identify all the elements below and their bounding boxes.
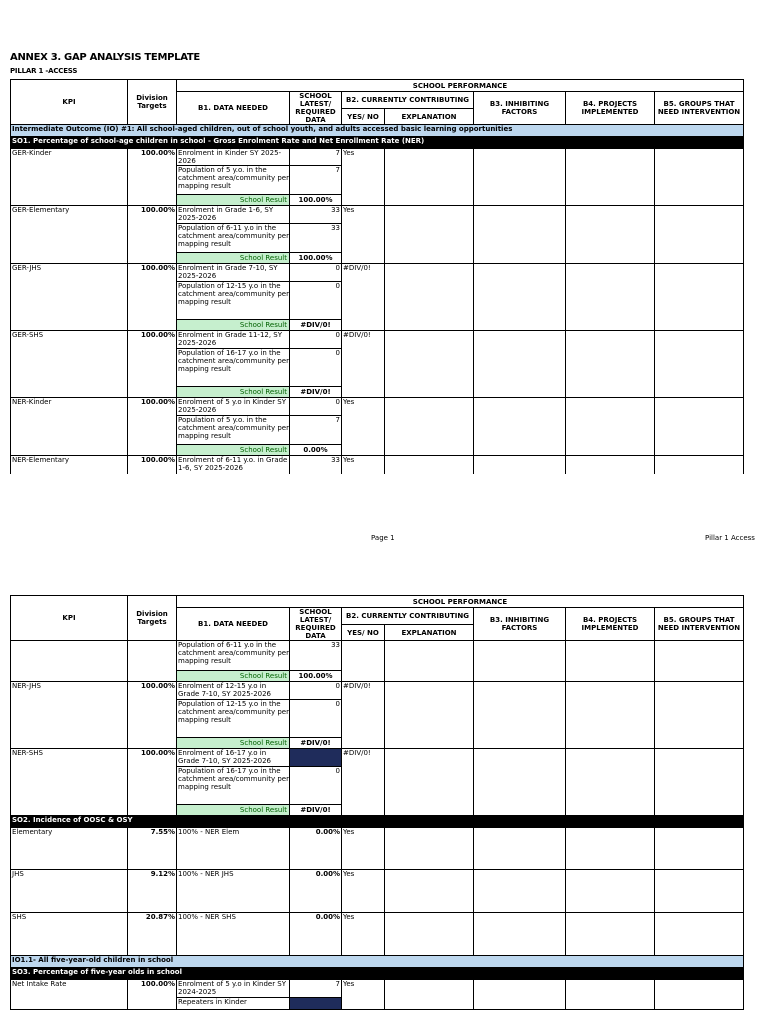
projects-cell[interactable] — [566, 149, 655, 206]
table-row — [11, 149, 744, 166]
value-cell[interactable]: 7 — [290, 166, 342, 195]
school-result-label: School Result — [177, 195, 290, 206]
groups-cell[interactable] — [655, 641, 744, 682]
school-result-label: School Result — [177, 387, 290, 398]
data-needed-cell: Enrolment in Grade 11-12, SY 2025-2026 — [177, 331, 290, 349]
inhibiting-factors-cell[interactable] — [474, 149, 566, 206]
yes-no-cell[interactable]: Yes — [342, 149, 385, 206]
target-cell: 100.00% — [128, 398, 177, 456]
school-result-value: #DIV/0! — [290, 738, 342, 749]
data-needed-cell: Enrolment of 16-17 y.o in Grade 7-10, SY 2025-2026 — [177, 749, 290, 767]
groups-cell[interactable] — [655, 870, 744, 913]
strategic-objective-row: SO3. Percentage of five-year olds in school — [11, 968, 744, 980]
school-result-value: #DIV/0! — [290, 805, 342, 816]
data-needed-cell: Population of 16-17 y.o in the catchment area/community per mapping result — [177, 349, 290, 387]
school-result-value: #DIV/0! — [290, 387, 342, 398]
groups-cell[interactable] — [655, 264, 744, 331]
school-result-value: 100.00% — [290, 195, 342, 206]
yes-no-cell[interactable]: #DIV/0! — [342, 264, 385, 331]
school-result-label: School Result — [177, 738, 290, 749]
target-cell: 100.00% — [128, 456, 177, 474]
explanation-cell[interactable] — [385, 870, 474, 913]
data-needed-cell: Enrolment in Grade 1-6, SY 2025-2026 — [177, 206, 290, 224]
target-cell: 100.00% — [128, 206, 177, 264]
kpi-cell: SHS — [11, 913, 128, 956]
explanation-cell[interactable] — [385, 682, 474, 749]
explanation-cell[interactable] — [385, 331, 474, 398]
target-cell: 7.55% — [128, 828, 177, 870]
data-needed-cell: Population of 5 y.o. in the catchment area/community per mapping result — [177, 416, 290, 445]
projects-cell[interactable] — [566, 828, 655, 870]
data-needed-cell: Population of 6-11 y.o in the catchment area/community per mapping result — [177, 224, 290, 253]
data-needed-cell: Population of 16-17 y.o in the catchment area/community per mapping result — [177, 767, 290, 805]
inhibiting-factors-cell[interactable] — [474, 641, 566, 682]
kpi-cell: JHS — [11, 870, 128, 913]
header-school-performance: SCHOOL PERFORMANCE — [177, 80, 744, 92]
data-needed-cell: Population of 12-15 y.o in the catchment area/community per mapping result — [177, 282, 290, 320]
target-cell — [128, 641, 177, 682]
explanation-cell[interactable] — [385, 149, 474, 206]
header-b4-projects-implemented: B4. PROJECTS IMPLEMENTED — [566, 608, 655, 641]
data-needed-cell: 100% - NER Elem — [177, 828, 290, 870]
projects-cell[interactable] — [566, 682, 655, 749]
inhibiting-factors-cell[interactable] — [474, 913, 566, 956]
strategic-objective-row: SO1. Percentage of school-age children in school - Gross Enrolment Rate and Net Enrollment Rate (NER) — [11, 137, 744, 149]
school-result-value: 100.00% — [290, 253, 342, 264]
value-cell: 0.00% — [290, 828, 342, 870]
target-cell: 100.00% — [128, 264, 177, 331]
table-row — [11, 398, 744, 416]
value-cell[interactable]: 7 — [290, 149, 342, 166]
explanation-cell[interactable] — [385, 749, 474, 816]
data-needed-cell: Population of 12-15 y.o in the catchment area/community per mapping result — [177, 700, 290, 738]
value-cell[interactable]: 0 — [290, 282, 342, 320]
kpi-cell: GER-SHS — [11, 331, 128, 398]
data-needed-cell: Enrolment of 5 y.o in Kinder SY 2024-2025 — [177, 980, 290, 998]
data-needed-cell: 100% - NER JHS — [177, 870, 290, 913]
gap-analysis-table-page-1 — [10, 79, 744, 474]
projects-cell[interactable] — [566, 913, 655, 956]
kpi-cell: GER-JHS — [11, 264, 128, 331]
value-cell[interactable]: 0 — [290, 331, 342, 349]
inhibiting-factors-cell[interactable] — [474, 682, 566, 749]
header-b5-groups-need-intervention: B5. GROUPS THAT NEED INTERVENTION — [655, 608, 744, 641]
data-needed-cell: Enrolment of 6-11 y.o. in Grade 1-6, SY 2025-2026 — [177, 456, 290, 474]
explanation-cell[interactable] — [385, 913, 474, 956]
value-cell: 0.00% — [290, 913, 342, 956]
yes-no-cell[interactable]: Yes — [342, 828, 385, 870]
inhibiting-factors-cell[interactable] — [474, 398, 566, 456]
inhibiting-factors-cell[interactable] — [474, 456, 566, 474]
value-cell: 0.00% — [290, 870, 342, 913]
explanation-cell[interactable] — [385, 264, 474, 331]
header-division-targets: Division Targets — [128, 596, 177, 641]
table-row — [11, 682, 744, 700]
projects-cell[interactable] — [566, 206, 655, 264]
header-kpi: KPI — [11, 80, 128, 125]
school-result-value: 100.00% — [290, 671, 342, 682]
explanation-cell[interactable] — [385, 641, 474, 682]
groups-cell[interactable] — [655, 682, 744, 749]
value-cell[interactable]: 0 — [290, 398, 342, 416]
yes-no-cell[interactable]: #DIV/0! — [342, 749, 385, 816]
kpi-cell: NER-Kinder — [11, 398, 128, 456]
kpi-cell: NER-SHS — [11, 749, 128, 816]
target-cell: 100.00% — [128, 682, 177, 749]
intermediate-outcome-row: IO1.1- All five-year-old children in school — [11, 956, 744, 968]
header-b2-currently-contributing: B2. CURRENTLY CONTRIBUTING — [342, 608, 474, 625]
projects-cell[interactable] — [566, 870, 655, 913]
projects-cell[interactable] — [566, 456, 655, 474]
document-title: ANNEX 3. GAP ANALYSIS TEMPLATE — [10, 52, 200, 63]
document-subtitle: PILLAR 1 -ACCESS — [10, 67, 78, 75]
value-cell[interactable]: 33 — [290, 206, 342, 224]
projects-cell[interactable] — [566, 980, 655, 1010]
data-needed-cell: Population of 6-11 y.o in the catchment area/community per mapping result — [177, 641, 290, 671]
projects-cell[interactable] — [566, 398, 655, 456]
groups-cell[interactable] — [655, 149, 744, 206]
data-needed-cell: Enrolment in Kinder SY 2025-2026 — [177, 149, 290, 166]
value-cell[interactable]: 0 — [290, 700, 342, 738]
school-result-label: School Result — [177, 671, 290, 682]
yes-no-cell[interactable]: Yes — [342, 456, 385, 474]
school-result-value: #DIV/0! — [290, 320, 342, 331]
inhibiting-factors-cell[interactable] — [474, 749, 566, 816]
yes-no-cell[interactable]: #DIV/0! — [342, 682, 385, 749]
data-needed-cell: Population of 5 y.o. in the catchment area/community per mapping result — [177, 166, 290, 195]
data-needed-cell: 100% - NER SHS — [177, 913, 290, 956]
header-explanation: EXPLANATION — [385, 109, 474, 125]
school-result-value: 0.00% — [290, 445, 342, 456]
value-cell[interactable]: 0 — [290, 682, 342, 700]
school-result-label: School Result — [177, 320, 290, 331]
yes-no-cell[interactable] — [342, 641, 385, 682]
header-b5-groups-need-intervention: B5. GROUPS THAT NEED INTERVENTION — [655, 92, 744, 125]
school-result-label: School Result — [177, 445, 290, 456]
header-b3-inhibiting-factors: B3. INHIBITING FACTORS — [474, 608, 566, 641]
table-row — [11, 641, 744, 671]
value-cell[interactable]: 33 — [290, 641, 342, 671]
yes-no-cell[interactable]: Yes — [342, 398, 385, 456]
value-cell[interactable]: 0 — [290, 767, 342, 805]
yes-no-cell[interactable]: Yes — [342, 913, 385, 956]
kpi-cell: NER-JHS — [11, 682, 128, 749]
yes-no-cell[interactable]: Yes — [342, 980, 385, 1010]
groups-cell[interactable] — [655, 206, 744, 264]
value-cell[interactable]: 33 — [290, 224, 342, 253]
intermediate-outcome-row: Intermediate Outcome (IO) #1: All school-aged children, out of school youth, and adults accessed basic learning opportunities — [11, 125, 744, 137]
sheet-name: Pillar 1 Access — [705, 534, 755, 542]
groups-cell[interactable] — [655, 456, 744, 474]
yes-no-cell[interactable]: Yes — [342, 206, 385, 264]
explanation-cell[interactable] — [385, 206, 474, 264]
projects-cell[interactable] — [566, 749, 655, 816]
yes-no-cell[interactable]: #DIV/0! — [342, 331, 385, 398]
explanation-cell[interactable] — [385, 398, 474, 456]
value-cell-highlighted[interactable] — [290, 749, 342, 767]
target-cell: 100.00% — [128, 149, 177, 206]
table-row — [11, 870, 744, 913]
header-yes-no: YES/ NO — [342, 625, 385, 641]
inhibiting-factors-cell[interactable] — [474, 206, 566, 264]
value-cell[interactable]: 7 — [290, 980, 342, 998]
groups-cell[interactable] — [655, 913, 744, 956]
header-explanation: EXPLANATION — [385, 625, 474, 641]
target-cell: 100.00% — [128, 749, 177, 816]
value-cell[interactable]: 7 — [290, 416, 342, 445]
inhibiting-factors-cell[interactable] — [474, 331, 566, 398]
data-needed-cell: Enrolment of 5 y.o in Kinder SY 2025-2026 — [177, 398, 290, 416]
inhibiting-factors-cell[interactable] — [474, 264, 566, 331]
header-school-latest: SCHOOL LATEST/ REQUIRED DATA — [290, 92, 342, 125]
inhibiting-factors-cell[interactable] — [474, 980, 566, 1010]
header-school-performance: SCHOOL PERFORMANCE — [177, 596, 744, 608]
school-result-label: School Result — [177, 253, 290, 264]
table-row — [11, 206, 744, 224]
groups-cell[interactable] — [655, 398, 744, 456]
target-cell: 20.87% — [128, 913, 177, 956]
kpi-cell — [11, 641, 128, 682]
table-row — [11, 456, 744, 474]
page-number: Page 1 — [371, 534, 395, 542]
projects-cell[interactable] — [566, 641, 655, 682]
projects-cell[interactable] — [566, 264, 655, 331]
data-needed-cell: Enrolment in Grade 7-10, SY 2025-2026 — [177, 264, 290, 282]
groups-cell[interactable] — [655, 828, 744, 870]
kpi-cell: Net Intake Rate — [11, 980, 128, 1010]
gap-analysis-table-page-2 — [10, 595, 744, 1010]
kpi-cell: GER-Kinder — [11, 149, 128, 206]
target-cell: 100.00% — [128, 980, 177, 1010]
explanation-cell[interactable] — [385, 980, 474, 1010]
header-kpi: KPI — [11, 596, 128, 641]
explanation-cell[interactable] — [385, 828, 474, 870]
groups-cell[interactable] — [655, 749, 744, 816]
header-b2-currently-contributing: B2. CURRENTLY CONTRIBUTING — [342, 92, 474, 109]
inhibiting-factors-cell[interactable] — [474, 870, 566, 913]
header-b1-data-needed: B1. DATA NEEDED — [177, 92, 290, 125]
header-school-latest: SCHOOL LATEST/ REQUIRED DATA — [290, 608, 342, 641]
header-b1-data-needed: B1. DATA NEEDED — [177, 608, 290, 641]
value-cell[interactable]: 33 — [290, 456, 342, 474]
explanation-cell[interactable] — [385, 456, 474, 474]
table-row — [11, 331, 744, 349]
table-row — [11, 749, 744, 767]
data-needed-cell: Repeaters in Kinder — [177, 998, 290, 1010]
header-b4-projects-implemented: B4. PROJECTS IMPLEMENTED — [566, 92, 655, 125]
value-cell[interactable]: 0 — [290, 349, 342, 387]
kpi-cell: Elementary — [11, 828, 128, 870]
target-cell: 100.00% — [128, 331, 177, 398]
value-cell[interactable]: 0 — [290, 264, 342, 282]
target-cell: 9.12% — [128, 870, 177, 913]
school-result-label: School Result — [177, 805, 290, 816]
table-row — [11, 980, 744, 998]
table-row — [11, 264, 744, 282]
data-needed-cell: Enrolment of 12-15 y.o in Grade 7-10, SY 2025-2026 — [177, 682, 290, 700]
table-row — [11, 828, 744, 870]
table-row — [11, 913, 744, 956]
projects-cell[interactable] — [566, 331, 655, 398]
yes-no-cell[interactable]: Yes — [342, 870, 385, 913]
inhibiting-factors-cell[interactable] — [474, 828, 566, 870]
strategic-objective-row: SO2. Incidence of OOSC & OSY — [11, 816, 744, 828]
header-division-targets: Division Targets — [128, 80, 177, 125]
value-cell-highlighted[interactable] — [290, 998, 342, 1010]
groups-cell[interactable] — [655, 980, 744, 1010]
header-yes-no: YES/ NO — [342, 109, 385, 125]
header-b3-inhibiting-factors: B3. INHIBITING FACTORS — [474, 92, 566, 125]
kpi-cell: GER-Elementary — [11, 206, 128, 264]
groups-cell[interactable] — [655, 331, 744, 398]
kpi-cell: NER-Elementary — [11, 456, 128, 474]
